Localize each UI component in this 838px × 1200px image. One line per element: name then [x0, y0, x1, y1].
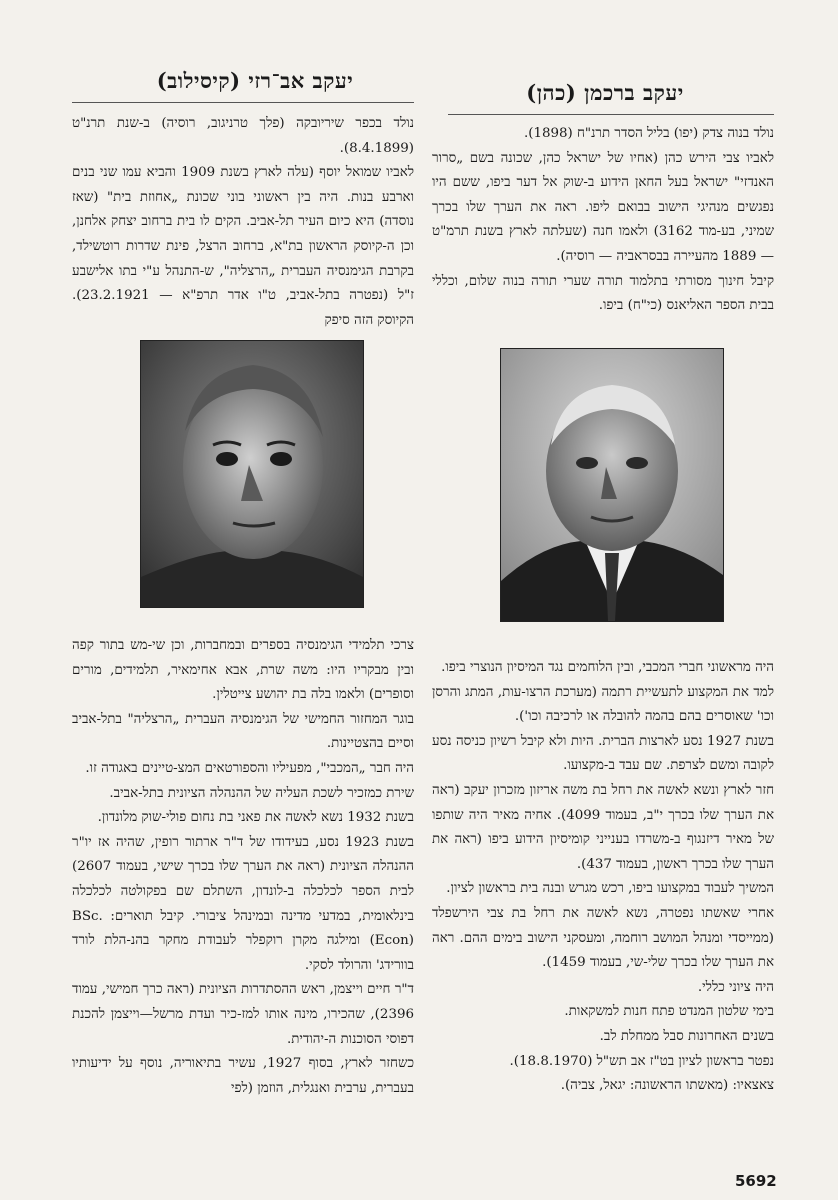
left-bottom-paragraph: כשחזר לארץ, בסוף 1927, עשיר בתיאוריה, נוסף על ידיעותיו בעברית, ערבית ואנגלית, הוזמן (לפי [72, 1056, 415, 1096]
right-bottom-paragraph: נפטר בראשון לציון בט"ז אב תש"ל (18.8.1970). [509, 1053, 774, 1069]
right-bottom-paragraph: אחרי שאשתו נפטרה, נשא לאשה את רחל בת צבי הירשפלד (ממייסדי ומנהל המושב רוחמה, ומעסקני הישוב בימים ההם. ראה את הערך שלו בכרך שלי-שי, בעמוד 1459). [432, 905, 774, 971]
right-bottom-text [432, 656, 774, 1099]
right-bottom-paragraph: היה מראשוני חברי המכבי, ובין הלוחמים נגד המיסיון הנוצרי ביפו. [441, 660, 774, 675]
right-bottom-paragraph: בשנת 1927 נסע לארצות הברית. היות ולא קיבל רשיון כניסה נסע לקובה ומשם לצרפת. שם עבד ב-מקצועו. [432, 733, 774, 774]
right-bottom-paragraph: המשיך לעבוד במקצועו ביפו, רכש מגרש ובנה בית בראשון לציון. [446, 881, 774, 897]
left-bottom-paragraph: ד"ר חיים וייצמן, ראש ההסתדרות הציונית (ראה כרך חמישי, עמוד 2396), שהכירו, מינה אותו למז-כיר ועדת מרשל—וייצמן להכנת דפוסי הסוכנות ה-יהודית. [72, 982, 414, 1047]
right-portrait-photo [500, 348, 724, 622]
right-top-text [432, 122, 774, 319]
left-bottom-paragraph: היה חבר „המכבי", מפעיליו והספורטאים המצ-טיינים באגודה זו. [85, 760, 414, 776]
right-heading: יעקב ברכמן (כהן) [526, 80, 684, 105]
right-bottom-paragraph: חזר לארץ ונשא לאשה את רחל בת משה אריזון מזכרון יעקב (ראה את הערך שלו בכרך י"ב, בעמוד 4099). אחיה מאיר היה שותפו של מאיר דיזנגוף ב-משרדו בענייני קומיסיון הידוע ביפו (ראה את הערך שלו בכרך ראשון, בעמוד 437). [432, 782, 774, 872]
left-heading-rule [72, 102, 414, 103]
left-top-paragraph: לאביו שמואל יוסף (עלה לארץ בשנת 1909 והביא עמו שני בנים וארבע בנות. היה בין ראשוני בוני שכונת „אחוזת בית" (שאז נוסדה) היא כיום העיר תל-אביב. הקים לו בית ברחוב יצחק אלחנן, וכן ה-קיוסק הראשון בת"א, ברחוב הרצל, פינת שדרות רוטשילד, בקרבת הגימנסיה העברית „הרצליה", ש-התנהל ע"י בתו אלישבע ז"ל (נפטרה בתל-אביב, ט"ו אדר תרפ"א — 23.2.1921). הקיוסק הזה סיפק [72, 165, 414, 328]
right-heading-rule [448, 114, 774, 115]
left-top-paragraph: נולד בכפר שיריובקה (פלך טרניגוב, רוסיה) ב-שנת תרנ"ט (8.4.1899). [72, 116, 414, 156]
left-heading: יעקב אב־רזי (קיסילוב) [156, 68, 354, 93]
left-bottom-paragraph: בשנת 1923 נסע, בעידודו של ד"ר ארתור רופין, שהיה אז יו"ר ההנהלה הציונית (ראה את הערך שלו בכרך שישי, בעמוד 2607) לבית הספר לכלכלה ב-לונדון, השתלם שם בפקולטה לכלכלה בינלאומית, במדעי מדינה ובמינהל ציבורי. קיבל תוארים: .BSc (Econ) ומילגה מקרן רוקפלר לעבודת מחקר בהנ-הלת לורד בוורידג' והרולד לסקי. [72, 834, 414, 973]
left-bottom-text [72, 634, 414, 1101]
right-bottom-paragraph: היה ציוני כללי. [697, 979, 774, 995]
page-number: 5692 [735, 1172, 777, 1190]
right-top-paragraph: קיבל חינוך מסורתי בתלמוד תורה שערי תורה בנוה שלום, וכללי בבית הספר האליאנס (כי"ח) ביפו. [432, 273, 774, 314]
left-top-text [72, 112, 414, 333]
right-bottom-paragraph: למד את המקצוע לתעשיית רתמה (מערכת הרצו-עות, המתג והרסן וכו' שאוסרים בהם בהמה להובלה או לרכיבה וכו'). [432, 684, 774, 725]
right-bottom-paragraph: בשנים האחרונות סבל ממחלת לב. [599, 1028, 774, 1044]
left-bottom-paragraph: בשנת 1932 נשא לאשה את פאני בת נחום פולי-שוק מלונדון. [97, 810, 414, 826]
left-bottom-paragraph: צרכי תלמידי הגימנסיה בספרים ובמחברות, וכן שי-מש בתור קפה ובין מבקריו היו: משה שרת, אבא אחימאיר, תלמידים, מורים וסופרים) ולאמו בלה בת יהושע צייטלין. [72, 638, 414, 703]
left-portrait-photo [140, 340, 364, 608]
right-top-paragraph: לאביו צבי הירש כהן (אחיו של ישראל כהן, שכונה בשם „סרור האנדזי" ישראל בעל החאן הידוע ב-שוק אל דער ביפו, ששם היו נפגשים מנהיגי הישוב בבואם ליפו. ראה את הערך שלו בכרך שמיני, בע-מוד 3162) ולאמו חנה (שעלתה לארץ בשנת תרמ"ט — 1889 מהעיירה בבסראביה — רוסיה). [432, 150, 774, 264]
right-bottom-paragraph: בימי שלטון המנדט פתח חנות למשקאות. [564, 1004, 774, 1020]
left-bottom-paragraph: שירת כמזכיר לשכת העליה של ההנהלה הציונית בתל-אביב. [109, 785, 414, 801]
right-top-paragraph: נולד בנוה צדק (יפו) בליל הסדר תרנ"ח (1898). [523, 126, 774, 141]
left-bottom-paragraph: בוגר המחזור החמישי של הגימנסיה העברית „הרצליה" בתל-אביב וסיים בהצטיינות. [72, 711, 414, 752]
right-bottom-paragraph: צאצאיו: (מאשתו הראשונה: יגאל, צביה). [560, 1078, 774, 1094]
